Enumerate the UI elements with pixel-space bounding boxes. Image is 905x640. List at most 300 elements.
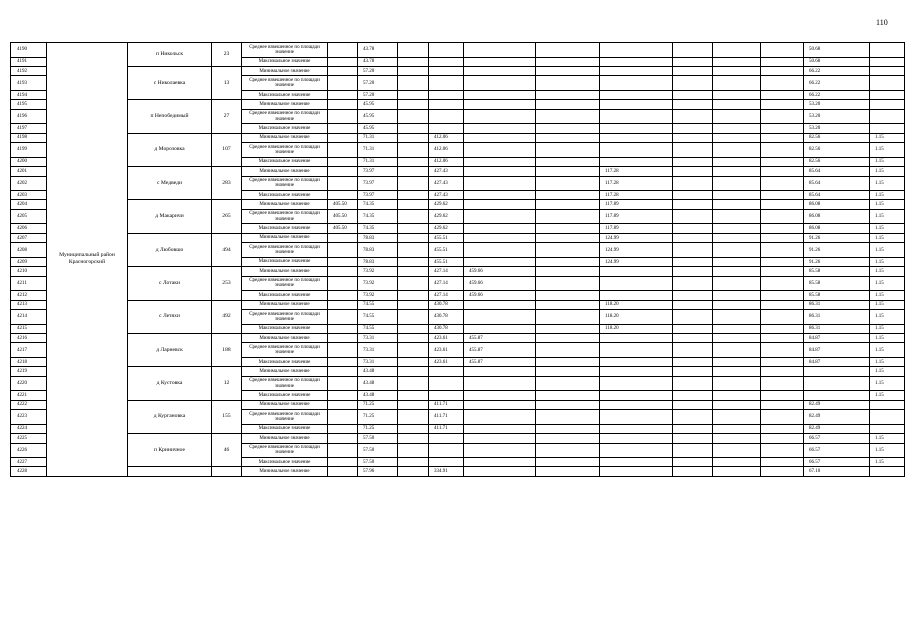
value-cell: 412.06 <box>429 133 464 142</box>
value-cell <box>398 376 429 391</box>
value-cell <box>536 100 600 109</box>
value-cell <box>761 109 804 124</box>
value-cell <box>464 310 536 325</box>
value-cell: 67.10 <box>804 467 870 476</box>
value-cell <box>761 157 804 166</box>
value-cell <box>464 424 536 433</box>
value-cell: 86.08 <box>804 209 870 224</box>
table-row <box>11 267 905 276</box>
settlement-name: с Николаевка <box>128 66 212 99</box>
value-cell <box>761 458 804 467</box>
value-cell: 82.56 <box>804 133 870 142</box>
value-cell <box>398 367 429 376</box>
table-row <box>11 133 905 142</box>
value-cell: 73.97 <box>358 176 398 191</box>
value-cell: 85.58 <box>804 267 870 276</box>
value-cell <box>464 410 536 425</box>
district-name: Муниципальный район Красногорский <box>47 43 128 477</box>
value-cell <box>673 467 713 476</box>
row-number: 4192 <box>11 66 47 75</box>
value-cell <box>464 391 536 400</box>
value-cell <box>761 310 804 325</box>
value-cell <box>761 324 804 333</box>
settlement-population: 253 <box>212 267 242 300</box>
value-cell <box>713 243 761 258</box>
value-cell: 1.15 <box>870 310 905 325</box>
value-cell <box>713 200 761 209</box>
row-number: 4194 <box>11 90 47 99</box>
value-cell <box>713 209 761 224</box>
row-number: 4205 <box>11 209 47 224</box>
value-cell: 53.20 <box>804 124 870 133</box>
value-cell <box>328 233 358 242</box>
value-type: Максимальное значение <box>242 257 328 266</box>
value-cell: 455.87 <box>464 333 536 342</box>
value-cell: 455.51 <box>429 233 464 242</box>
value-cell <box>328 133 358 142</box>
settlement-population: 265 <box>212 200 242 233</box>
value-type: Минимальное значение <box>242 467 328 476</box>
value-cell <box>464 300 536 309</box>
value-cell <box>673 343 713 358</box>
value-cell: 66.22 <box>804 66 870 75</box>
value-cell <box>429 100 464 109</box>
value-cell <box>673 376 713 391</box>
row-number: 4202 <box>11 176 47 191</box>
value-cell: 73.31 <box>358 343 398 358</box>
value-cell: 117.89 <box>600 209 673 224</box>
value-cell <box>713 376 761 391</box>
value-cell: 334.91 <box>429 467 464 476</box>
value-cell <box>600 458 673 467</box>
value-cell <box>398 176 429 191</box>
value-type: Минимальное значение <box>242 133 328 142</box>
value-cell: 85.64 <box>804 167 870 176</box>
value-cell <box>600 410 673 425</box>
value-cell: 429.62 <box>429 224 464 233</box>
value-cell <box>328 167 358 176</box>
value-cell <box>713 443 761 458</box>
value-cell <box>536 233 600 242</box>
value-cell <box>536 434 600 443</box>
value-cell <box>804 376 870 391</box>
row-number: 4201 <box>11 167 47 176</box>
value-cell: 429.62 <box>429 209 464 224</box>
value-cell <box>429 90 464 99</box>
settlement-population: 46 <box>212 434 242 467</box>
value-cell <box>464 243 536 258</box>
value-cell: 71.25 <box>358 400 398 409</box>
value-cell <box>536 467 600 476</box>
value-cell <box>761 443 804 458</box>
value-cell <box>673 410 713 425</box>
value-cell <box>761 233 804 242</box>
value-type: Максимальное значение <box>242 324 328 333</box>
row-number: 4210 <box>11 267 47 276</box>
value-cell: 430.78 <box>429 310 464 325</box>
value-cell <box>673 100 713 109</box>
value-cell: 1.15 <box>870 343 905 358</box>
value-cell: 423.61 <box>429 357 464 366</box>
value-cell <box>713 100 761 109</box>
value-cell: 411.71 <box>429 400 464 409</box>
value-cell <box>398 467 429 476</box>
row-number: 4211 <box>11 276 47 291</box>
value-cell <box>761 209 804 224</box>
value-cell: 455.51 <box>429 243 464 258</box>
value-cell <box>761 376 804 391</box>
value-cell <box>464 458 536 467</box>
value-cell <box>398 167 429 176</box>
value-cell <box>536 157 600 166</box>
value-cell <box>673 43 713 58</box>
value-cell: 43.78 <box>358 57 398 66</box>
value-cell <box>761 224 804 233</box>
value-cell <box>713 357 761 366</box>
value-cell <box>761 57 804 66</box>
value-cell <box>713 267 761 276</box>
value-cell <box>673 157 713 166</box>
value-cell: 1.15 <box>870 300 905 309</box>
value-cell <box>673 443 713 458</box>
value-cell: 66.57 <box>804 458 870 467</box>
value-cell <box>328 157 358 166</box>
value-cell <box>713 333 761 342</box>
value-cell: 57.20 <box>358 76 398 91</box>
row-number: 4213 <box>11 300 47 309</box>
value-cell <box>328 257 358 266</box>
row-number: 4216 <box>11 333 47 342</box>
value-cell <box>398 124 429 133</box>
value-cell: 124.99 <box>600 257 673 266</box>
value-type: Минимальное значение <box>242 367 328 376</box>
value-cell: 1.15 <box>870 357 905 366</box>
value-cell <box>673 124 713 133</box>
value-cell: 1.15 <box>870 324 905 333</box>
value-cell <box>328 357 358 366</box>
value-cell: 85.58 <box>804 276 870 291</box>
value-cell <box>464 66 536 75</box>
row-number: 4208 <box>11 243 47 258</box>
value-cell <box>870 43 905 58</box>
value-cell <box>398 257 429 266</box>
value-cell <box>328 443 358 458</box>
value-cell <box>398 267 429 276</box>
value-cell <box>536 424 600 433</box>
value-type: Максимальное значение <box>242 157 328 166</box>
value-cell <box>761 66 804 75</box>
value-cell <box>713 300 761 309</box>
value-cell <box>464 324 536 333</box>
value-cell <box>536 209 600 224</box>
value-cell <box>536 43 600 58</box>
value-cell <box>398 43 429 58</box>
value-cell <box>713 76 761 91</box>
value-cell: 118.20 <box>600 310 673 325</box>
value-cell: 1.15 <box>870 243 905 258</box>
value-type: Минимальное значение <box>242 167 328 176</box>
value-cell: 427.14 <box>429 267 464 276</box>
value-cell <box>464 109 536 124</box>
value-type: Максимальное значение <box>242 424 328 433</box>
value-cell <box>536 276 600 291</box>
value-cell <box>398 90 429 99</box>
value-cell: 1.15 <box>870 133 905 142</box>
value-cell: 1.15 <box>870 167 905 176</box>
value-cell: 57.50 <box>358 458 398 467</box>
value-cell <box>464 209 536 224</box>
value-cell <box>328 467 358 476</box>
value-cell <box>761 434 804 443</box>
value-cell <box>398 424 429 433</box>
value-type: Минимальное значение <box>242 400 328 409</box>
value-type: Среднее взвешенное по площади значение <box>242 243 328 258</box>
value-cell: 423.61 <box>429 333 464 342</box>
settlement-name: д Любовшо <box>128 233 212 266</box>
value-cell <box>328 191 358 200</box>
value-cell <box>870 90 905 99</box>
value-cell <box>761 243 804 258</box>
settlement-population: 188 <box>212 333 242 366</box>
value-cell: 412.06 <box>429 143 464 158</box>
value-cell <box>713 124 761 133</box>
value-type: Среднее взвешенное по площади значение <box>242 310 328 325</box>
table-row <box>11 43 905 58</box>
value-cell: 1.15 <box>870 267 905 276</box>
value-cell <box>673 176 713 191</box>
value-cell: 124.99 <box>600 243 673 258</box>
settlement-name: д Ларневск <box>128 333 212 366</box>
value-cell <box>328 176 358 191</box>
value-cell <box>673 300 713 309</box>
row-number: 4224 <box>11 424 47 433</box>
row-number: 4204 <box>11 200 47 209</box>
value-cell <box>761 343 804 358</box>
value-cell: 45.95 <box>358 124 398 133</box>
value-cell: 57.50 <box>358 443 398 458</box>
value-cell <box>761 191 804 200</box>
value-cell: 57.20 <box>358 90 398 99</box>
value-cell <box>398 300 429 309</box>
value-cell: 53.20 <box>804 109 870 124</box>
value-type: Минимальное значение <box>242 333 328 342</box>
value-cell: 71.31 <box>358 157 398 166</box>
value-cell <box>328 267 358 276</box>
value-cell <box>464 434 536 443</box>
value-cell <box>673 200 713 209</box>
value-cell <box>713 133 761 142</box>
value-cell <box>398 291 429 300</box>
value-cell <box>600 434 673 443</box>
value-cell <box>761 257 804 266</box>
value-cell <box>328 66 358 75</box>
value-cell <box>673 333 713 342</box>
value-cell <box>328 324 358 333</box>
value-cell: 1.15 <box>870 276 905 291</box>
value-cell <box>804 367 870 376</box>
row-number: 4221 <box>11 391 47 400</box>
value-cell: 82.49 <box>804 424 870 433</box>
value-cell <box>713 467 761 476</box>
settlement-population: 27 <box>212 100 242 133</box>
row-number: 4207 <box>11 233 47 242</box>
value-cell <box>761 357 804 366</box>
value-cell <box>536 66 600 75</box>
value-type: Минимальное значение <box>242 233 328 242</box>
value-cell <box>536 400 600 409</box>
value-cell <box>713 191 761 200</box>
value-cell <box>536 167 600 176</box>
value-cell: 1.15 <box>870 191 905 200</box>
value-cell <box>713 410 761 425</box>
value-cell <box>429 434 464 443</box>
value-cell: 45.95 <box>358 100 398 109</box>
value-cell <box>600 90 673 99</box>
value-cell: 405.50 <box>328 200 358 209</box>
value-cell <box>536 458 600 467</box>
value-cell <box>328 100 358 109</box>
value-cell <box>429 57 464 66</box>
value-cell: 73.31 <box>358 333 398 342</box>
value-cell: 73.97 <box>358 167 398 176</box>
settlement-population: 283 <box>212 167 242 200</box>
value-type: Максимальное значение <box>242 224 328 233</box>
value-cell <box>464 57 536 66</box>
settlement-name: с Летяхи <box>128 300 212 333</box>
value-cell <box>536 391 600 400</box>
row-number: 4195 <box>11 100 47 109</box>
settlement-population <box>212 467 242 476</box>
value-cell: 74.35 <box>358 209 398 224</box>
value-cell: 84.87 <box>804 343 870 358</box>
value-cell <box>328 291 358 300</box>
value-cell: 430.78 <box>429 324 464 333</box>
value-cell <box>673 400 713 409</box>
table-row <box>11 333 905 342</box>
row-number: 4225 <box>11 434 47 443</box>
value-cell: 71.31 <box>358 143 398 158</box>
value-cell: 66.22 <box>804 76 870 91</box>
value-cell <box>328 57 358 66</box>
value-type: Максимальное значение <box>242 124 328 133</box>
row-number: 4219 <box>11 367 47 376</box>
value-cell: 427.43 <box>429 176 464 191</box>
value-cell <box>328 391 358 400</box>
value-cell <box>600 109 673 124</box>
value-cell <box>464 167 536 176</box>
value-cell <box>398 434 429 443</box>
row-number: 4227 <box>11 458 47 467</box>
value-cell: 1.15 <box>870 434 905 443</box>
value-cell <box>536 367 600 376</box>
row-number: 4198 <box>11 133 47 142</box>
value-cell <box>464 143 536 158</box>
value-cell <box>600 333 673 342</box>
value-cell <box>600 343 673 358</box>
value-cell <box>429 376 464 391</box>
value-cell <box>713 176 761 191</box>
row-number: 4209 <box>11 257 47 266</box>
value-cell <box>536 90 600 99</box>
settlement-name: с Медведи <box>128 167 212 200</box>
value-type: Среднее взвешенное по площади значение <box>242 76 328 91</box>
value-cell <box>761 424 804 433</box>
value-cell <box>673 143 713 158</box>
value-cell <box>464 176 536 191</box>
value-cell <box>600 133 673 142</box>
value-cell <box>713 324 761 333</box>
settlement-name: п Никольск <box>128 43 212 67</box>
value-cell: 73.92 <box>358 291 398 300</box>
value-cell <box>600 76 673 91</box>
value-cell <box>464 233 536 242</box>
value-cell: 1.15 <box>870 443 905 458</box>
value-cell <box>600 143 673 158</box>
value-cell: 455.51 <box>429 257 464 266</box>
value-cell: 74.35 <box>358 224 398 233</box>
value-cell <box>328 90 358 99</box>
settlement-population: 12 <box>212 367 242 400</box>
value-cell <box>600 367 673 376</box>
value-cell: 50.68 <box>804 43 870 58</box>
settlement-population: 494 <box>212 233 242 266</box>
value-cell <box>673 233 713 242</box>
value-type: Минимальное значение <box>242 66 328 75</box>
value-cell <box>600 400 673 409</box>
table-row <box>11 300 905 309</box>
table-row <box>11 467 905 476</box>
value-cell <box>398 333 429 342</box>
value-cell <box>673 257 713 266</box>
value-cell <box>328 367 358 376</box>
value-cell <box>328 376 358 391</box>
value-cell <box>870 400 905 409</box>
value-type: Максимальное значение <box>242 357 328 366</box>
value-cell: 117.89 <box>600 200 673 209</box>
row-number: 4196 <box>11 109 47 124</box>
value-cell: 117.89 <box>600 224 673 233</box>
value-cell: 74.35 <box>358 200 398 209</box>
value-cell <box>673 224 713 233</box>
value-cell <box>870 66 905 75</box>
value-cell <box>713 391 761 400</box>
value-cell: 82.56 <box>804 157 870 166</box>
value-cell <box>429 443 464 458</box>
value-cell: 1.15 <box>870 157 905 166</box>
value-cell: 423.61 <box>429 343 464 358</box>
value-cell: 91.26 <box>804 233 870 242</box>
value-cell <box>870 109 905 124</box>
value-cell <box>398 357 429 366</box>
value-cell: 1.15 <box>870 143 905 158</box>
settlement-name: с Лотаки <box>128 267 212 300</box>
value-cell <box>761 300 804 309</box>
value-cell <box>464 76 536 91</box>
value-type: Минимальное значение <box>242 267 328 276</box>
value-cell: 117.28 <box>600 191 673 200</box>
value-cell <box>328 76 358 91</box>
value-cell <box>713 43 761 58</box>
row-number: 4228 <box>11 467 47 476</box>
value-cell <box>464 191 536 200</box>
value-cell <box>673 458 713 467</box>
value-cell <box>328 43 358 58</box>
value-cell <box>600 424 673 433</box>
value-cell <box>328 276 358 291</box>
value-cell <box>398 76 429 91</box>
value-cell <box>536 291 600 300</box>
value-cell <box>673 367 713 376</box>
